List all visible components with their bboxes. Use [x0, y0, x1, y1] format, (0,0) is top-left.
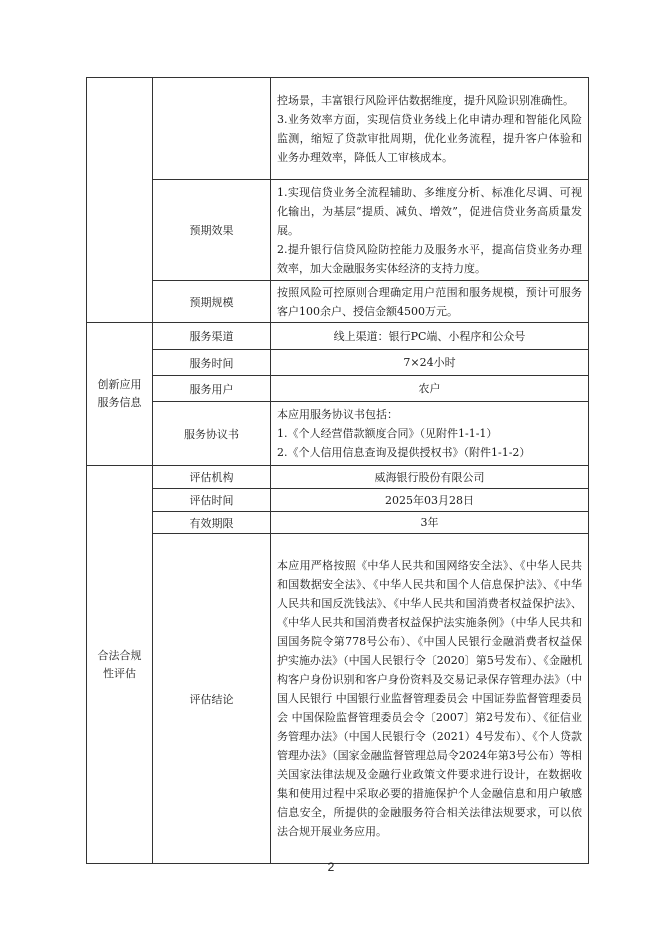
- assessment-time-label: 评估时间: [153, 489, 271, 512]
- table-row: [87, 350, 589, 376]
- agreement-item-2: 2.《个人信用信息查询及提供授权书》（附件1-1-2）: [277, 446, 531, 459]
- page-number: 2: [327, 860, 335, 874]
- service-users-value: 农户: [271, 376, 589, 402]
- conclusion-text: 本应用严格按照《中华人民共和国网络安全法》、《中华人民共和国数据安全法》、《中华人民共和国个人信息保护法》、《中华人民共和国反洗钱法》、《中华人民共和国消费者权益保护法》、《中华人民共和国消费者权益保护法实施条例》（中华人民共和国国务院令第778号公布）、《中国人民银行金融消费者权益保护实施办法》（中国人民银行令〔2020〕第5号发布）、《金融机构客户身份识别和客户身份资料及交易记录保存管理办法》（中国人民银行 中国银行业监督管理委员会 中国证券监督管理委员会 中国保险监督管理委员会令〔2007〕第2号发布）、《征信业务管理办法》（中国人民银行令（2021）4号发布）、《个人贷款管理办法》（国家金融监督管理总局令2024年第3号公布）等相关国家法律法规及金融行业政策文件要求进行设计，在数据收集和使用过程中采取必要的措施保护个人金融信息和用户敏感信息安全，所提供的金融服务符合相关法律法规要求，可以依法合规开展业务应用。: [271, 534, 589, 864]
- service-agreement-label: 服务协议书: [153, 402, 271, 466]
- service-time-value: 7×24小时: [271, 350, 589, 376]
- efficiency-text: 3.业务效率方面，实现信贷业务线上化申请办理和智能化风险监测，缩短了贷款审批周期，优化业务流程，提升客户体验和业务办理效率，降低人工审核成本。: [277, 112, 582, 164]
- table-row: [87, 78, 589, 180]
- table-row: [87, 534, 589, 864]
- agreement-intro: 本应用服务协议书包括：: [277, 408, 398, 421]
- expected-scale-content: 按照风险可控原则合理确定用户范围和服务规模，预计可服务客户100余户、授信金额4500万元。: [271, 281, 589, 323]
- table-row: [87, 376, 589, 402]
- assessment-org-label: 评估机构: [153, 466, 271, 489]
- service-channel-value: 线上渠道：银行PC端、小程序和公众号: [271, 323, 589, 350]
- assessment-time-value: 2025年03月28日: [271, 489, 589, 512]
- service-info-section-label: 创新应用服务信息: [87, 323, 153, 466]
- table-row: [87, 512, 589, 534]
- service-channel-label: 服务渠道: [153, 323, 271, 350]
- validity-label: 有效期限: [153, 512, 271, 534]
- assessment-org-value: 威海银行股份有限公司: [271, 466, 589, 489]
- expected-effect-label: 预期效果: [153, 180, 271, 281]
- table-row: [87, 466, 589, 489]
- application-info-table: [86, 77, 589, 864]
- table-row: [87, 323, 589, 350]
- continued-label-cell: [153, 78, 271, 180]
- table-row: [87, 180, 589, 281]
- agreement-item-1: 1.《个人经营借款额度合同》（见附件1-1-1）: [277, 427, 498, 440]
- continued-section-cell: [87, 78, 153, 323]
- continued-content-cell: [271, 78, 589, 180]
- compliance-section-label: 合法合规性评估: [87, 466, 153, 864]
- risk-data-text: 控场景，丰富银行风险评估数据维度，提升风险识别准确性。: [277, 93, 574, 107]
- service-agreement-content: [271, 402, 589, 466]
- validity-value: 3年: [271, 512, 589, 534]
- expected-effect-content: [271, 180, 589, 281]
- expected-scale-label: 预期规模: [153, 281, 271, 323]
- table-row: [87, 489, 589, 512]
- expected-effect-item-1: 1.实现信贷业务全流程辅助、多维度分析、标准化尽调、可视化输出，为基层“提质、减负、增效”，促进信贷业务高质量发展。: [277, 185, 582, 237]
- table-row: [87, 402, 589, 466]
- service-time-label: 服务时间: [153, 350, 271, 376]
- service-users-label: 服务用户: [153, 376, 271, 402]
- table-row: [87, 281, 589, 323]
- expected-effect-item-2: 2.提升银行信贷风险防控能力及服务水平，提高信贷业务办理效率，加大金融服务实体经济的支持力度。: [277, 242, 582, 275]
- conclusion-label: 评估结论: [153, 534, 271, 864]
